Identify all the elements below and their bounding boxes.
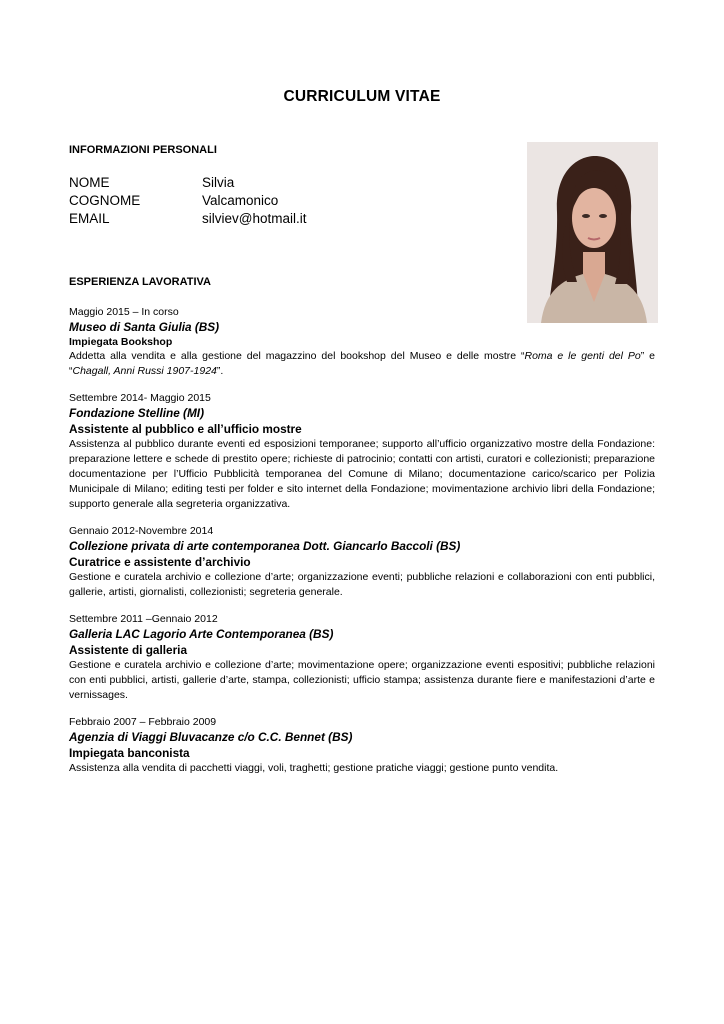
job-description: Addetta alla vendita e alla gestione del magazzino del bookshop del Museo e delle mostre “Roma e le genti del Po” e “Chagall, Anni Russi 1907-1924”. [69,350,655,377]
job-role: Impiegata Bookshop [69,336,173,348]
job-company: Fondazione Stelline (MI) [69,406,205,420]
experience-heading: ESPERIENZA LAVORATIVA [69,276,211,288]
name-label: NOME [69,175,110,190]
job-date: Settembre 2014- Maggio 2015 [69,392,211,404]
job-role: Assistente di galleria [69,643,188,657]
job-date: Settembre 2011 –Gennaio 2012 [69,613,218,625]
document-title: CURRICULUM VITAE [283,88,441,105]
name-value: Silvia [202,175,235,190]
job-entry [69,612,655,703]
email-label: EMAIL [69,211,110,226]
job-date: Febbraio 2007 – Febbraio 2009 [69,716,217,728]
job-description: Gestione e curatela archivio e collezione d’arte; organizzazione eventi; pubbliche relazioni e collaborazioni con enti pubblici, gallerie, artisti, giornalisti, collezionisti; segreteria generale. [69,571,655,598]
job-entry [69,391,655,512]
job-role: Assistente al pubblico e all’ufficio mostre [69,422,302,436]
job-date: Maggio 2015 – In corso [69,306,179,318]
job-entry [69,524,655,600]
personal-info-heading: INFORMAZIONI PERSONALI [69,144,217,156]
portrait-photo [527,142,658,323]
portrait-illustration [527,142,658,323]
job-description: Assistenza alla vendita di pacchetti viaggi, voli, traghetti; gestione pratiche viaggi; gestione punto vendita. [69,762,559,774]
surname-label: COGNOME [69,193,141,208]
personal-row-email [69,210,306,228]
job-role: Impiegata banconista [69,746,190,760]
job-company: Museo di Santa Giulia (BS) [69,320,220,334]
experience-list [69,305,655,788]
job-company: Galleria LAC Lagorio Arte Contemporanea (BS) [69,627,334,641]
email-value: silviev@hotmail.it [202,211,307,226]
personal-info [69,174,306,228]
personal-row-surname [69,192,306,210]
job-description: Gestione e curatela archivio e collezione d’arte; movimentazione opere; organizzazione eventi espositivi; pubbliche relazioni con enti pubblici, artisti, gallerie d’arte, stampa, collezionisti; ufficio stampa; assistenza durante fiere e manifestazioni d’arte e vernissages. [69,659,655,701]
job-role: Curatrice e assistente d’archivio [69,555,251,569]
job-company: Agenzia di Viaggi Bluvacanze c/o C.C. Bennet (BS) [69,730,353,744]
surname-value: Valcamonico [202,193,279,208]
personal-row-name [69,174,306,192]
job-description: Assistenza al pubblico durante eventi ed esposizioni temporanee; supporto all’ufficio organizzativo mostre della Fondazione: preparazione lettere e schede di prestito opere; richieste di patrocinio; contatti con artisti, curatori e collezionisti; preparazione documentazione per l’Ufficio Pubblicità temporanea del Comune di Milano; documentazione carico/scarico per Polizia Municipale di Milano; editing testi per folder e sito internet della Fondazione; movimentazione archivio libri della Fondazione; supporto generale alla segreteria organizzativa. [69,438,655,510]
job-company: Collezione privata di arte contemporanea Dott. Giancarlo Baccoli (BS) [69,539,461,553]
job-date: Gennaio 2012-Novembre 2014 [69,525,214,537]
job-entry [69,305,655,379]
job-entry [69,715,655,776]
